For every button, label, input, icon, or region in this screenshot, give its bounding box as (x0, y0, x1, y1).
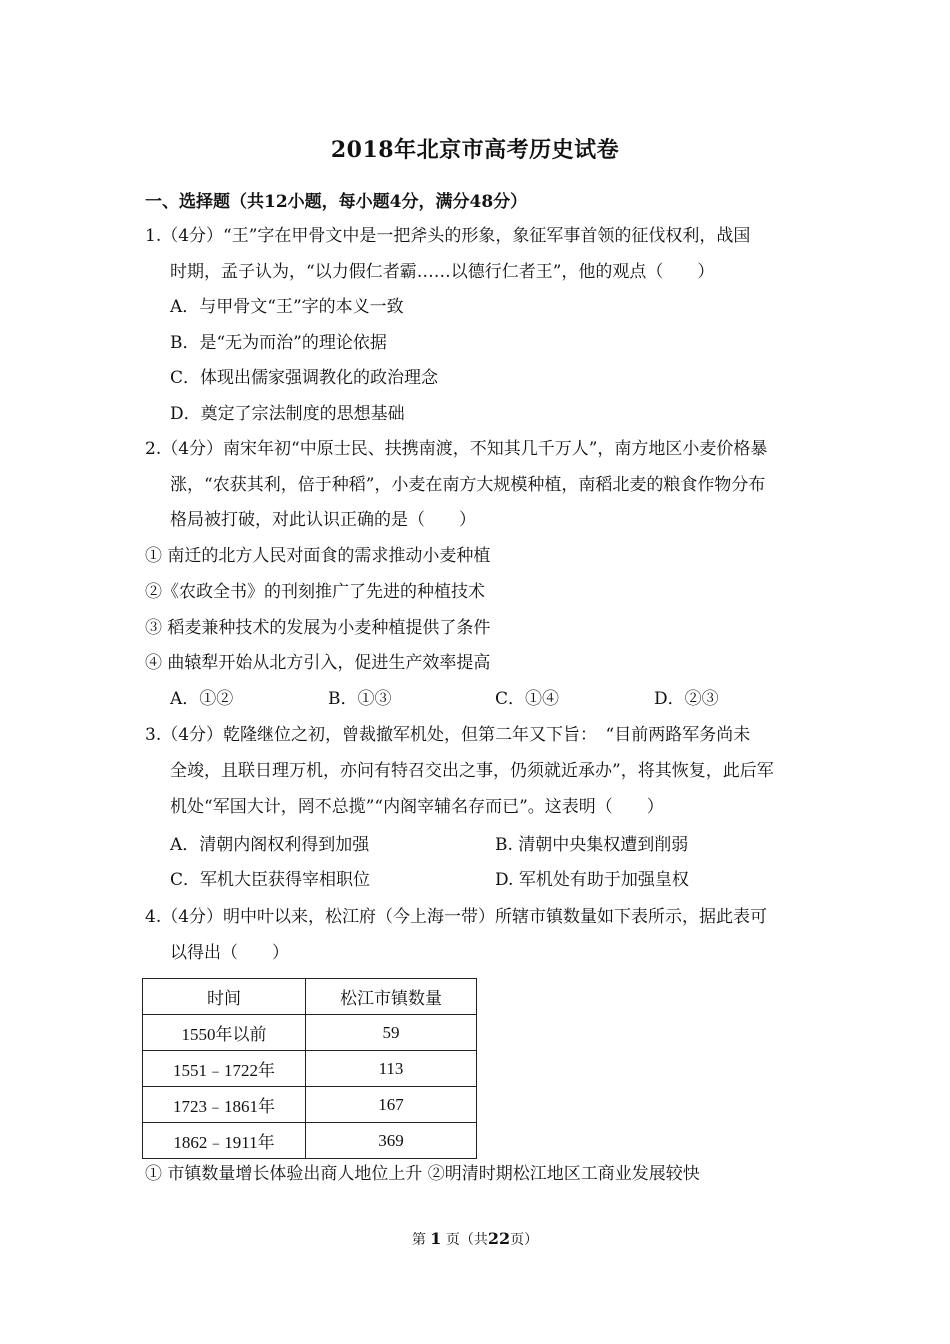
footer-total-pages: 22 (487, 1229, 511, 1248)
question-2-statement-4: ④ 曲辕犁开始从北方引入，促进生产效率提高 (145, 653, 491, 673)
question-2-statement-2: ②《农政全书》的刊刻推广了先进的种植技术 (145, 582, 485, 602)
question-4-text: 4.（4分）明中叶以来，松江府（今上海一带）所辖市镇数量如下表所示，据此表可 (145, 907, 768, 927)
question-2-text-cont: 涨，“农获其利，倍于种稻”，小麦在南方大规模种植，南稻北麦的粮食作物分布 (170, 475, 766, 495)
footer-middle: 页（共 (445, 1232, 488, 1248)
question-3-option-a: A．清朝内阁权利得到加强 (170, 835, 370, 855)
question-1-option-a: A．与甲骨文“王”字的本义一致 (170, 297, 404, 317)
question-3-option-d: D. 军机处有助于加强皇权 (495, 870, 689, 890)
footer-page-number: 1 (430, 1229, 442, 1248)
table-cell-period: 1551﹣1722年 (143, 1051, 306, 1087)
question-2-option-d: D．②③ (654, 689, 719, 709)
question-2-option-c: C．①④ (495, 689, 560, 709)
question-4-text-cont: 以得出（ ） (170, 943, 289, 963)
page-title: 2018年北京市高考历史试卷 (330, 137, 620, 163)
question-1-text-cont: 时期，孟子认为，“以力假仁者霸……以德行仁者王”，他的观点（ ） (170, 262, 715, 282)
table-cell-count: 59 (306, 1015, 477, 1051)
table-row (143, 1051, 477, 1087)
table-row (143, 1123, 477, 1159)
footer-prefix: 第 (411, 1232, 426, 1248)
question-1-text: 1.（4分）“王”字在甲骨文中是一把斧头的形象，象征军事首领的征伐权利，战国 (145, 226, 751, 246)
table-cell-period: 1550年以前 (143, 1015, 306, 1051)
question-2-text: 2.（4分）南宋年初“中原士民、扶携南渡，不知其几千万人”，南方地区小麦价格暴 (145, 439, 768, 459)
question-3-text-cont: 机处“军国大计，罔不总揽”“内阁宰辅名存而已”。这表明（ ） (170, 797, 664, 817)
question-3-option-c: C．军机大臣获得宰相职位 (170, 870, 371, 890)
table-header-row (143, 979, 477, 1015)
town-count-table (142, 978, 477, 1159)
table-cell-count: 113 (306, 1051, 477, 1087)
question-2-option-b: B．①③ (328, 689, 392, 709)
question-2-option-a: A．①② (170, 689, 234, 709)
table-row (143, 1015, 477, 1051)
question-4-statements: ① 市镇数量增长体验出商人地位上升 ②明清时期松江地区工商业发展较快 (145, 1164, 700, 1184)
table-cell-period: 1723﹣1861年 (143, 1087, 306, 1123)
question-3-text-cont: 全竣，且联日理万机，亦问有特召交出之事，仍须就近承办”，将其恢复，此后军 (170, 761, 774, 781)
question-2-statement-1: ① 南迁的北方人民对面食的需求推动小麦种植 (145, 546, 491, 566)
page-footer (0, 1229, 950, 1249)
section-heading: 一、选择题（共12小题，每小题4分，满分48分） (145, 192, 528, 212)
question-1-option-c: C．体现出儒家强调教化的政治理念 (170, 368, 439, 388)
table-row (143, 1087, 477, 1123)
table-header-cell: 时间 (143, 979, 306, 1015)
question-3-text: 3.（4分）乾隆继位之初，曾裁撤军机处，但第二年又下旨： “目前两路军务尚未 (145, 725, 751, 745)
question-2-text-cont: 格局被打破，对此认识正确的是（ ） (170, 510, 476, 530)
question-2-statement-3: ③ 稻麦兼种技术的发展为小麦种植提供了条件 (145, 618, 491, 638)
table-header-cell: 松江市镇数量 (306, 979, 477, 1015)
question-3-option-b: B. 清朝中央集权遭到削弱 (495, 835, 689, 855)
question-1-option-b: B．是“无为而治”的理论依据 (170, 333, 387, 353)
footer-suffix: 页） (510, 1232, 539, 1248)
table-cell-count: 167 (306, 1087, 477, 1123)
question-1-option-d: D．奠定了宗法制度的思想基础 (170, 404, 405, 424)
table-cell-count: 369 (306, 1123, 477, 1159)
table-cell-period: 1862﹣1911年 (143, 1123, 306, 1159)
